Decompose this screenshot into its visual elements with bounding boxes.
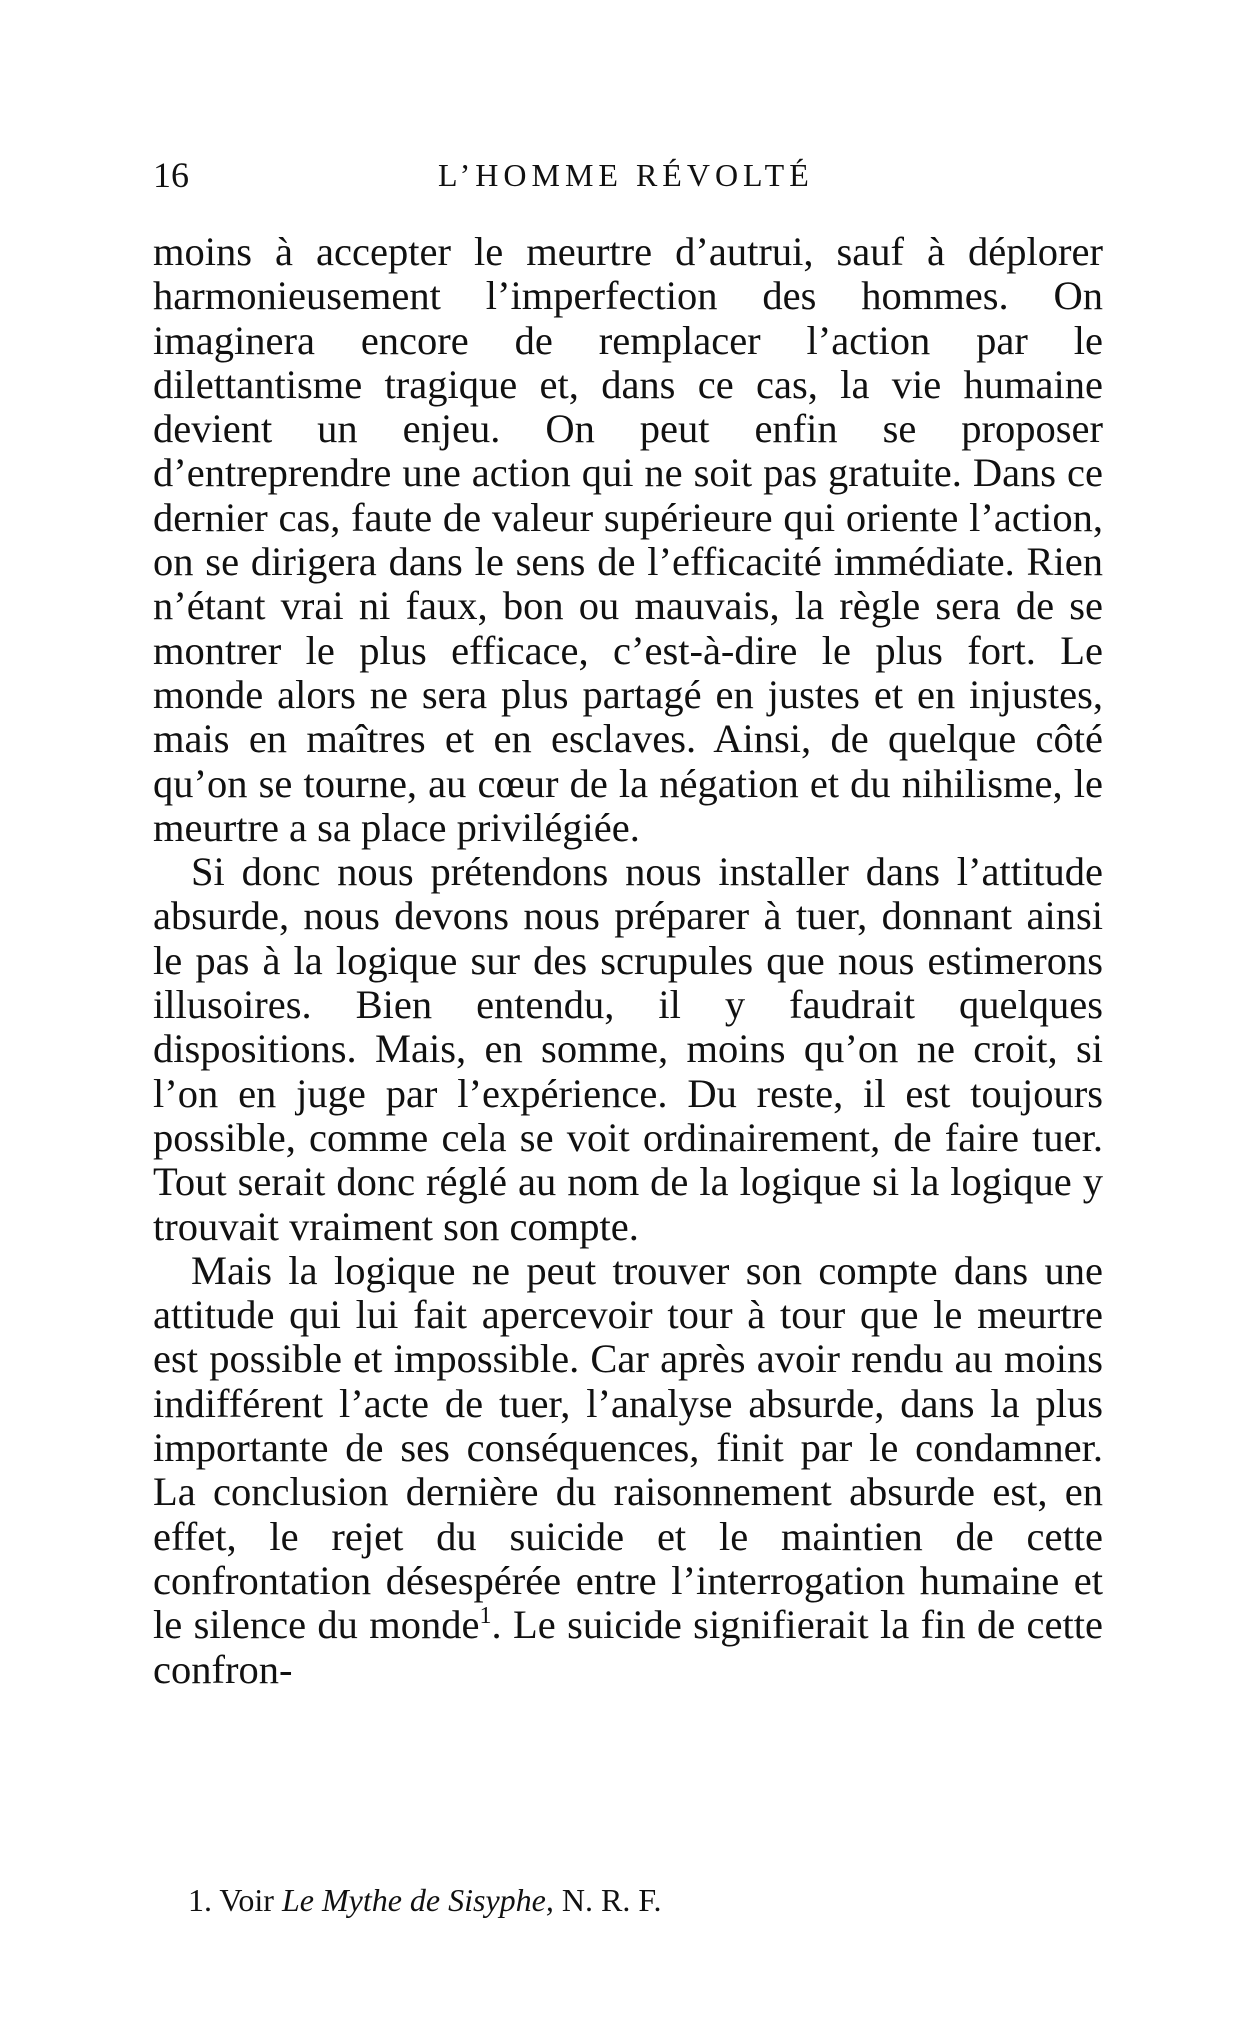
footnote-marker: 1. — [188, 1882, 212, 1918]
running-head — [153, 150, 1103, 200]
footnote-prefix: Voir — [219, 1882, 274, 1918]
footnote-book-title: Le Mythe de Sisyphe, — [281, 1882, 554, 1918]
paragraph-2: Si donc nous prétendons nous installer dans l’attitude absurde, nous devons nous préparer à tuer, donnant ainsi le pas à la logique sur des scrupules que nous estimerons illusoires. Bien entendu, il y faudrait quelques dispositions. Mais, en somme, moins qu’on ne croit, si l’on en juge par l’expérience. Du reste, il est toujours possible, comme cela se voit ordinairement, de faire tuer. Tout serait donc réglé au nom de la logique si la logique y trouvait vraiment son compte. — [153, 849, 1103, 1249]
footnote-publisher: N. R. F. — [561, 1882, 662, 1918]
running-title: L’HOMME RÉVOLTÉ — [438, 157, 814, 193]
paragraph-3-text-after-ref: . Le suicide signifierait la fin de cette confron- — [153, 1602, 1103, 1692]
footnote-reference[interactable]: 1 — [479, 1603, 492, 1630]
paragraph-3 — [153, 1249, 1103, 1692]
body-text — [153, 230, 1103, 1692]
page-number: 16 — [153, 155, 189, 195]
paragraph-1: moins à accepter le meurtre d’autrui, sauf à déplorer harmonieusement l’imperfection des hommes. On imaginera encore de remplacer l’action par le dilettantisme tragique et, dans ce cas, la vie humaine devient un enjeu. On peut enfin se proposer d’entreprendre une action qui ne soit pas gratuite. Dans ce dernier cas, faute de valeur supérieure qui oriente l’action, on se dirigera dans le sens de l’efficacité immédiate. Rien n’étant vrai ni faux, bon ou mauvais, la règle sera de se montrer le plus efficace, c’est-à-dire le plus fort. Le monde alors ne sera plus partagé en justes et en injustes, mais en maîtres et en esclaves. Ainsi, de quelque côté qu’on se tourne, au cœur de la négation et du nihilisme, le meurtre a sa place privilégiée. — [153, 229, 1103, 850]
paragraph-3-text-before-ref: Mais la logique ne peut trouver son compte dans une attitude qui lui fait apercevoir tour à tour que le meurtre est possible et impossible. Car après avoir rendu au moins indifférent l’acte de tuer, l’analyse absurde, dans la plus importante de ses conséquences, finit par le condamner. La conclusion dernière du raisonnement absurde est, en effet, le rejet du suicide et le maintien de cette confrontation désespérée entre l’interrogation humaine et le silence du monde — [153, 1247, 1103, 1648]
footnote — [188, 1880, 1088, 1920]
